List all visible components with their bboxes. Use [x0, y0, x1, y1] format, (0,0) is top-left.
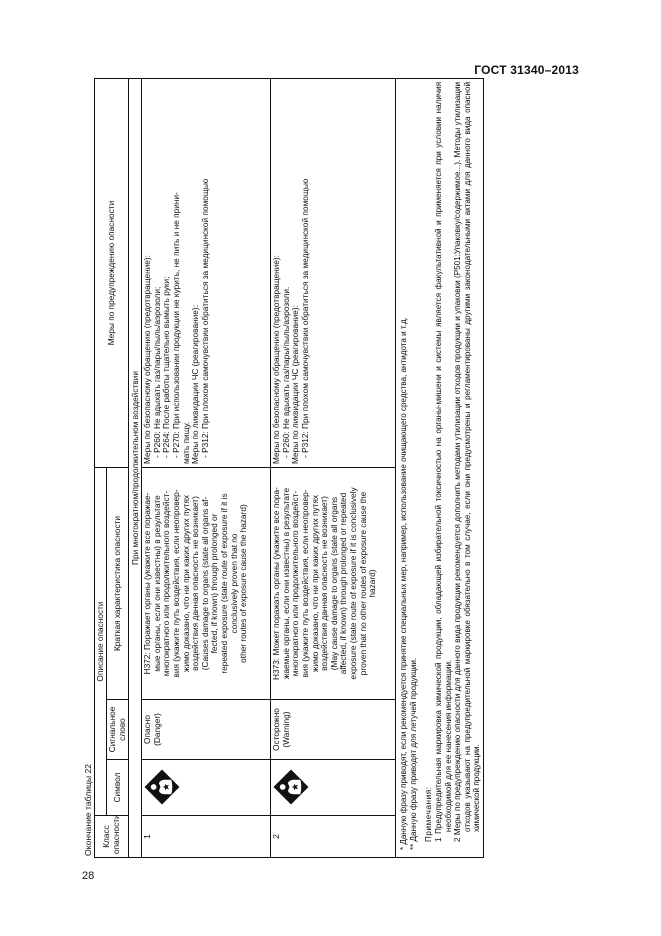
measure-line: Меры по безопасному обращению (предотвращение):	[271, 255, 282, 464]
precaution-measures	[271, 79, 396, 468]
description-line: воздействия данная опасность не возникает)	[190, 496, 201, 671]
description-line: (May cause damage to organs (state all organs	[328, 496, 339, 671]
description-line: воздействия данная опасность не возникает)	[319, 496, 330, 671]
measure-line: - P270: При использовании продукции не курить, не пить и не прини-	[171, 192, 181, 458]
class-number: 1	[142, 816, 271, 858]
description-line: жимо доказано, что ни при каких других путях	[309, 494, 320, 673]
measure-line: - P312: При плохом самочувствии обратиться за медицинской помощью	[300, 178, 310, 458]
symbol-cell	[271, 760, 396, 816]
standard-header: ГОСТ 31340–2013	[474, 63, 579, 77]
measure-line: - P260: Не вдыхать газ/пары/пыль/аэрозоли;	[151, 286, 162, 458]
measure-line: - P264: После работы тщательно вымыть руки;	[161, 276, 172, 458]
rotated-table-page	[82, 78, 520, 858]
description-line: affected, if known) through prolonged or repeated	[338, 492, 349, 675]
page-number: 28	[82, 870, 95, 882]
description-line: H372: Поражает органы (укажите все поражае-	[142, 492, 153, 675]
description-line: жимо доказано, что ни при каких других путях	[180, 494, 191, 673]
hazard-table	[94, 78, 484, 858]
signal-word: Опасно (Danger)	[142, 700, 271, 760]
header-description-group: Описание опасности	[95, 468, 107, 816]
health-hazard-icon	[143, 769, 181, 807]
measure-line: Меры по безопасному обращению (предотвращение):	[142, 255, 153, 464]
description-line: proven that no other routes of exposure cause the	[357, 491, 368, 676]
measure-line: Меры по ликвидации ЧС (реагирование):	[190, 305, 201, 464]
table-caption: Окончание таблицы 22	[83, 763, 93, 856]
header-symbol: Символ	[107, 760, 129, 816]
symbol-cell	[142, 760, 271, 816]
description-line: hazard)	[367, 569, 378, 598]
notes-cell	[396, 79, 484, 858]
description-line: other routes of exposure cause the hazard)	[238, 504, 249, 663]
measure-line: Меры по ликвидации ЧС (реагирование):	[290, 305, 301, 464]
description-line: многократного или продолжительного воздейст-	[161, 490, 172, 677]
header-measures: Меры по предупреждению опасности	[95, 79, 129, 468]
description-line: жаемые органы, если они известны) в результате	[280, 487, 291, 680]
signal-word: Осторожно (Warning)	[271, 700, 396, 760]
description-line: repeated exposure (state route of exposure if it is	[218, 493, 229, 674]
hazard-description	[142, 468, 271, 700]
table-row	[142, 79, 271, 858]
footnote: ** Данную фразу приводят для летучей продукции.	[408, 657, 418, 850]
description-line: мые органы, если они известны) в результате	[151, 495, 162, 672]
health-hazard-icon	[272, 769, 310, 807]
description-line: H373: Может поражать органы (укажите все пора-	[271, 487, 282, 680]
header-signal-word: Сигнальное слово	[107, 700, 129, 760]
description-line: conclusively proven that no	[228, 533, 239, 634]
description-line: fected, if known) through prolonged or	[209, 513, 220, 654]
group-row: При многократном/продолжительном воздействии	[129, 79, 142, 858]
table-row	[271, 79, 396, 858]
precaution-measures	[142, 79, 271, 468]
notes-heading: Примечания:	[424, 786, 434, 842]
description-line: exposure (state route of exposure if it is conclusively	[347, 487, 358, 680]
description-line: (Causes damage to organs (state all organs af-	[199, 496, 210, 671]
description-line: вия (укажите путь воздействия, если неопровер-	[300, 489, 310, 678]
measure-line: - P312: При плохом самочувствии обратиться за медицинской помощью	[199, 178, 210, 458]
notes-block	[399, 82, 482, 854]
measure-line: мать пищу.	[180, 421, 191, 464]
description-line: вия (укажите путь воздействия, если неопровер-	[171, 489, 181, 678]
hazard-description	[271, 468, 396, 700]
class-number: 2	[271, 816, 396, 858]
note-item: 2 Меры по предупреждению опасности для данного вида продукции рекомендуется дополнить методами утилизации отходов продукции и упаковки (Р501:Упаковку/содержимое...). Методы утилизации отходов указывают на предупредительной маркировке обязательно в том случае, если они предусмотрены и регламентированы другими законодательными актами для данного вида опасной химической продукции.	[453, 82, 482, 842]
footnote: * Данную фразу приводят, если рекомендуется принятие специальных мер, например, использование очищающего средства, антидота и т.д.	[399, 317, 409, 850]
header-class: Класс опасности	[95, 816, 129, 858]
note-item: 1 Предупредительная маркировка химической продукции, обладающей избирательной токсичностью на органы-мишени и системы является факультативной и применяется при условии наличия необходимой для ее нанесения информации.	[434, 82, 453, 842]
description-line: многократного или продолжительного воздейст-	[290, 490, 301, 677]
measure-line: - P260: Не вдыхать газ/пары/пыль/аэрозоли.	[280, 286, 291, 458]
header-brief-description: Краткая характеристика опасности	[107, 468, 129, 700]
